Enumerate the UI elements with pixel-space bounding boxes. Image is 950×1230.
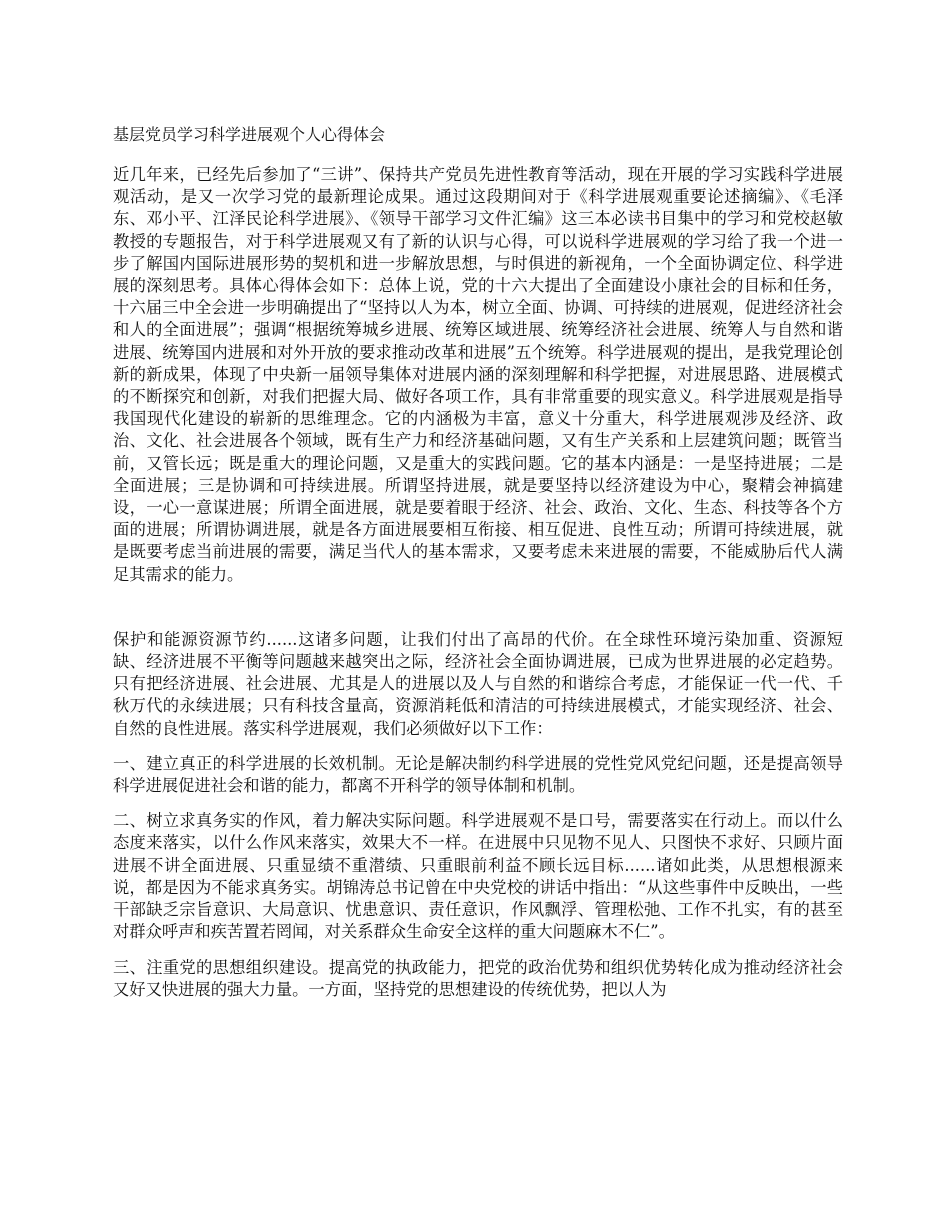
body-paragraph: 保护和能源资源节约......这诸多问题，让我们付出了高昂的代价。在全球性环境污染加重、资源短缺、经济进展不平衡等问题越来越突出之际，经济社会全面协调进展，已成为世界进展的必定趋势。只有把经济进展、社会进展、尤其是人的进展以及人与自然的和谐综合考虑，才能保证一代一代、千秋万代的永续进展；只有科技含量高，资源消耗低和清洁的可持续进展模式，才能实现经济、社会、自然的良性进展。落实科学进展观，我们必须做好以下工作：: [113, 629, 843, 738]
body-paragraph: 二、树立求真务实的作风，着力解决实际问题。科学进展观不是口号，需要落实在行动上。而以什么态度来落实，以什么作风来落实，效果大不一样。在进展中只见物不见人、只图快不求好、只顾片面进展不讲全面进展、只重显绩不重潜绩、只重眼前利益不顾长远目标......诸如此类，从思想根源来说，都是因为不能求真务实。胡锦涛总书记曾在中央党校的讲话中指出：“从这些事件中反映出，一些干部缺乏宗旨意识、大局意识、忧患意识、责任意识，作风飘浮、管理松弛、工作不扎实，有的甚至对群众呼声和疾苦置若罔闻，对关系群众生命安全这样的重大问题麻木不仁”。: [113, 811, 843, 942]
page-gap: [113, 599, 843, 629]
body-paragraph: 近几年来，已经先后参加了“三讲”、保持共产党员先进性教育等活动，现在开展的学习实践科学进展观活动，是又一次学习党的最新理论成果。通过这段期间对于《科学进展观重要论述摘编》、《毛泽东、邓小平、江泽民论科学进展》、《领导干部学习文件汇编》这三本必读书目集中的学习和党校赵敏教授的专题报告，对于科学进展观又有了新的认识与心得，可以说科学进展观的学习给了我一个进一步了解国内国际进展形势的契机和进一步解放思想，与时俱进的新视角，一个全面协调定位、科学进展的深刻思考。具体心得体会如下：总体上说，党的十六大提出了全面建设小康社会的目标和任务，十六届三中全会进一步明确提出了“坚持以人为本，树立全面、协调、可持续的进展观，促进经济社会和人的全面进展”；强调“根据统筹城乡进展、统筹区域进展、统筹经济社会进展、统筹人与自然和谐进展、统筹国内进展和对外开放的要求推动改革和进展”五个统筹。科学进展观的提出，是我党理论创新的新成果，体现了中央新一届领导集体对进展内涵的深刻理解和科学把握，对进展思路、进展模式的不断探究和创新，对我们把握大局、做好各项工作，具有非常重要的现实意义。科学进展观是指导我国现代化建设的崭新的思维理念。它的内涵极为丰富，意义十分重大，科学进展观涉及经济、政治、文化、社会进展各个领域，既有生产力和经济基础问题，又有生产关系和上层建筑问题；既管当前，又管长远；既是重大的理论问题，又是重大的实践问题。它的基本内涵是：一是坚持进展；二是全面进展；三是协调和可持续进展。所谓坚持进展，就是要坚持以经济建设为中心，聚精会神搞建设，一心一意谋进展；所谓全面进展，就是要着眼于经济、社会、政治、文化、生态、科技等各个方面的进展；所谓协调进展，就是各方面进展要相互衔接、相互促进、良性互动；所谓可持续进展，就是既要考虑当前进展的需要，满足当代人的基本需求，又要考虑未来进展的需要，不能威胁后代人满足其需求的能力。: [113, 165, 843, 584]
body-paragraph: 三、注重党的思想组织建设。提高党的执政能力，把党的政治优势和组织优势转化成为推动经济社会又好又快进展的强大力量。一方面，坚持党的思想建设的传统优势，把以人为: [113, 957, 843, 999]
document-title: 基层党员学习科学进展观个人心得体会: [113, 125, 386, 144]
document-page: [113, 124, 843, 1014]
body-paragraph: 一、建立真正的科学进展的长效机制。无论是解决制约科学进展的党性党风党纪问题，还是提高领导科学进展促进社会和谐的能力，都离不开科学的领导体制和机制。: [113, 753, 843, 796]
